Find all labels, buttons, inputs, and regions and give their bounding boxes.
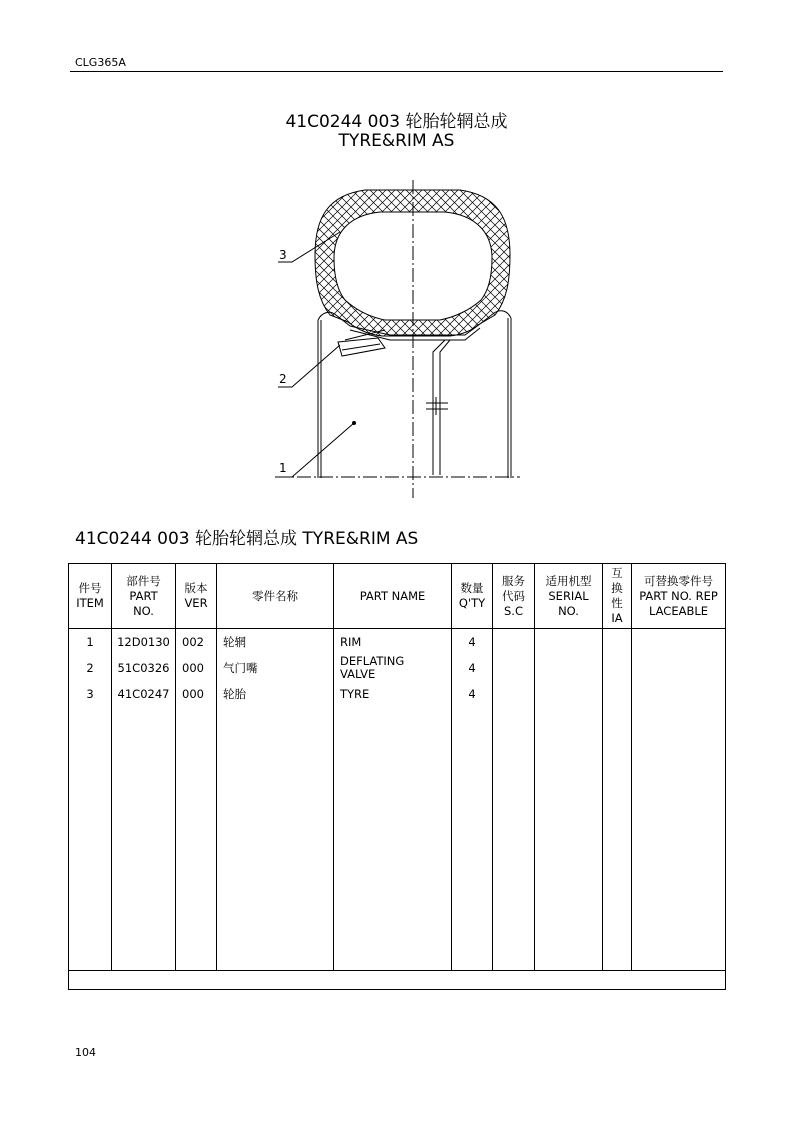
part-name-en: DEFLATING VALVE [340,654,405,681]
table-body-row [69,629,726,971]
part-name-zh: 轮辋 [223,634,246,649]
quantity: 4 [468,634,476,649]
part-name-en: TYRE [340,686,370,701]
part-name-zh: 轮胎 [223,686,246,701]
name-en-cell [334,629,452,971]
col-name-en: PART NAME [334,564,452,629]
quantity: 4 [468,686,476,701]
item-number: 1 [86,634,94,649]
item-number: 3 [86,686,94,701]
quantity: 4 [468,660,476,675]
item-number: 2 [86,660,94,675]
document-header-model: CLG365A [75,56,126,69]
page-number: 104 [75,1046,96,1059]
tyre-rim-assembly-drawing [265,175,530,505]
assembly-title-cn: 41C0244 003 轮胎轮辋总成 [285,112,508,132]
part-number: 51C0326 [117,660,170,675]
sc-cell [493,629,535,971]
ver-cell [176,629,217,971]
version: 000 [182,660,204,675]
assembly-title-en: TYRE&RIM AS [338,131,455,151]
col-item: 件号 ITEM [69,564,112,629]
callout-3: 3 [279,248,287,262]
table-footer [69,971,726,990]
parts-list-table [68,563,726,990]
qty-cell [452,629,493,971]
version: 002 [182,634,204,649]
col-part-no: 部件号 PART NO. [112,564,176,629]
name-zh-cell [217,629,334,971]
callout-1: 1 [279,461,287,475]
parts-table-title: 41C0244 003 轮胎轮辋总成 TYRE&RIM AS [75,529,419,549]
part-name-zh: 气门嘴 [223,660,258,675]
ia-cell [603,629,632,971]
col-replaceable: 可替换零件号 PART NO. REPLACEABLE [632,564,726,629]
replaceable-cell [632,629,726,971]
col-serial: 适用机型 SERIAL NO. [535,564,603,629]
col-ia: 互换性 IA [603,564,632,629]
col-sc: 服务代码 S.C [493,564,535,629]
part-name-en: RIM [340,634,362,649]
table-footer-row [69,971,726,990]
part-number: 12D0130 [117,634,170,649]
part-number: 41C0247 [117,686,170,701]
col-ver: 版本 VER [176,564,217,629]
table-header-row [69,564,726,629]
col-qty: 数量 Q'TY [452,564,493,629]
part-no-cell [112,629,176,971]
col-name-zh: 零件名称 [217,564,334,629]
callout-2: 2 [279,372,287,386]
version: 000 [182,686,204,701]
header-divider [70,71,723,72]
serial-cell [535,629,603,971]
items-cell [69,629,112,971]
